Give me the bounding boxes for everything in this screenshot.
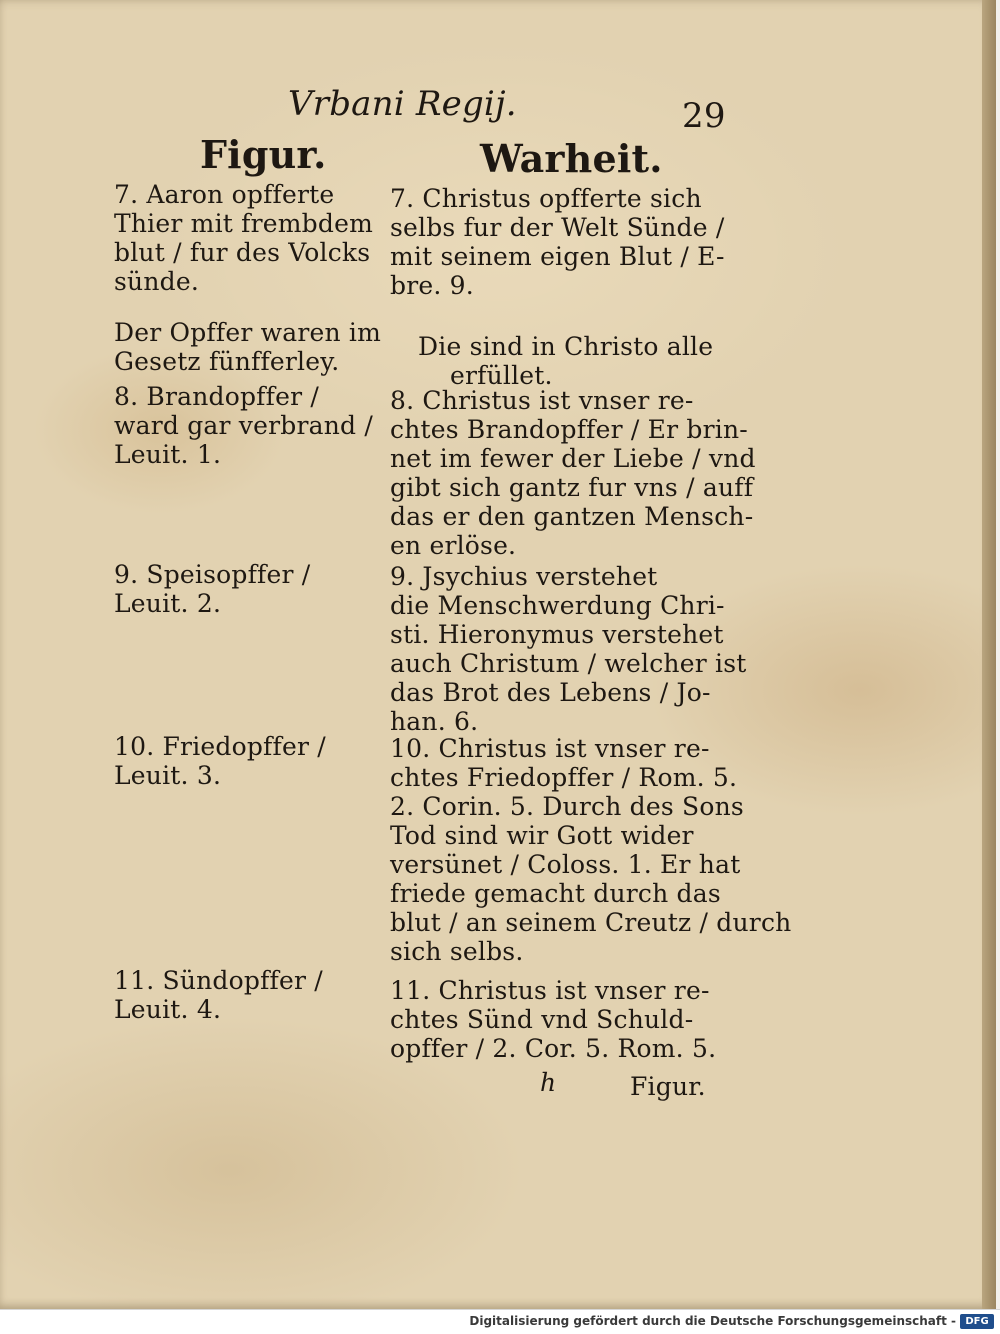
text-line: gibt sich gantz fur vns / auff (390, 473, 754, 502)
entry-left-text (114, 180, 373, 296)
page-number: 29 (682, 96, 726, 136)
text-line: blut / fur des Volcks (114, 238, 371, 267)
text-line: mit seinem eigen Blut / E- (390, 242, 725, 271)
text-line: chtes Brandopffer / Er brin- (390, 415, 748, 444)
text-line: Die sind in Christo alle (418, 332, 714, 361)
text-line: net im fewer der Liebe / vnd (390, 444, 756, 473)
text-line: 10. Friedopffer / (114, 732, 326, 761)
text-line: auch Christum / welcher ist (390, 649, 747, 678)
text-line: bre. 9. (390, 271, 474, 300)
entry-right-text (390, 386, 756, 560)
entry-left-text (114, 732, 326, 790)
text-line: 7. Aaron opfferte (114, 180, 335, 209)
text-line: Tod sind wir Gott wider (390, 821, 694, 850)
text-line: sti. Hieronymus verstehet (390, 620, 724, 649)
text-line: ward gar verbrand / (114, 411, 374, 440)
text-line: das er den gantzen Mensch- (390, 502, 754, 531)
entry-right-text (390, 184, 725, 300)
text-line: Leuit. 3. (114, 761, 222, 790)
entry-left-text (114, 560, 310, 618)
text-line: Leuit. 4. (114, 995, 222, 1024)
signature-mark: h (540, 1068, 557, 1097)
text-line: selbs fur der Welt Sünde / (390, 213, 725, 242)
text-line: sünde. (114, 267, 199, 296)
text-line: chtes Friedopffer / Rom. 5. (390, 763, 738, 792)
text-line: sich selbs. (390, 937, 524, 966)
text-line: 11. Christus ist vnser re- (390, 976, 710, 1005)
text-line: versünet / Coloss. 1. Er hat (390, 850, 741, 879)
text-line: 2. Corin. 5. Durch des Sons (390, 792, 744, 821)
entry-right-text (418, 332, 713, 390)
entry-right-text (390, 562, 747, 736)
text-line: Der Opffer waren im (114, 318, 382, 347)
text-line: Leuit. 2. (114, 589, 222, 618)
text-line: chtes Sünd vnd Schuld- (390, 1005, 694, 1034)
text-line: das Brot des Lebens / Jo- (390, 678, 711, 707)
text-line: erfüllet. (450, 361, 553, 390)
footer-credit: Digitalisierung gefördert durch die Deutsche Forschungsgemeinschaft - (469, 1314, 956, 1328)
page-edge (982, 0, 996, 1309)
text-line: die Menschwerdung Chri- (390, 591, 725, 620)
entry-left-text (114, 382, 373, 469)
entry-right-text (390, 734, 791, 966)
left-column-title: Figur. (200, 132, 327, 177)
text-line: 11. Sündopffer / (114, 966, 323, 995)
text-line: friede gemacht durch das (390, 879, 721, 908)
entry-right-text (390, 976, 716, 1063)
text-line: 9. Jsychius verstehet (390, 562, 658, 591)
entry-left-text (114, 318, 381, 376)
text-line: 7. Christus opfferte sich (390, 184, 702, 213)
entry-left-text (114, 966, 323, 1024)
text-line: Gesetz fünfferley. (114, 347, 340, 376)
dfg-logo: DFG (960, 1314, 994, 1329)
text-line: Thier mit frembdem (114, 209, 373, 238)
text-line: 8. Brandopffer / (114, 382, 320, 411)
text-line: 8. Christus ist vnser re- (390, 386, 694, 415)
right-column-title: Warheit. (480, 136, 663, 181)
text-line: 9. Speisopffer / (114, 560, 311, 589)
text-line: blut / an seinem Creutz / durch (390, 908, 792, 937)
text-line: Leuit. 1. (114, 440, 222, 469)
running-title: Vrbani Regij. (288, 84, 517, 124)
text-line: opffer / 2. Cor. 5. Rom. 5. (390, 1034, 717, 1063)
text-line: 10. Christus ist vnser re- (390, 734, 710, 763)
text-line: han. 6. (390, 707, 479, 736)
text-line: en erlöse. (390, 531, 517, 560)
digitization-footer (0, 1309, 1000, 1334)
catchword: Figur. (630, 1072, 706, 1101)
